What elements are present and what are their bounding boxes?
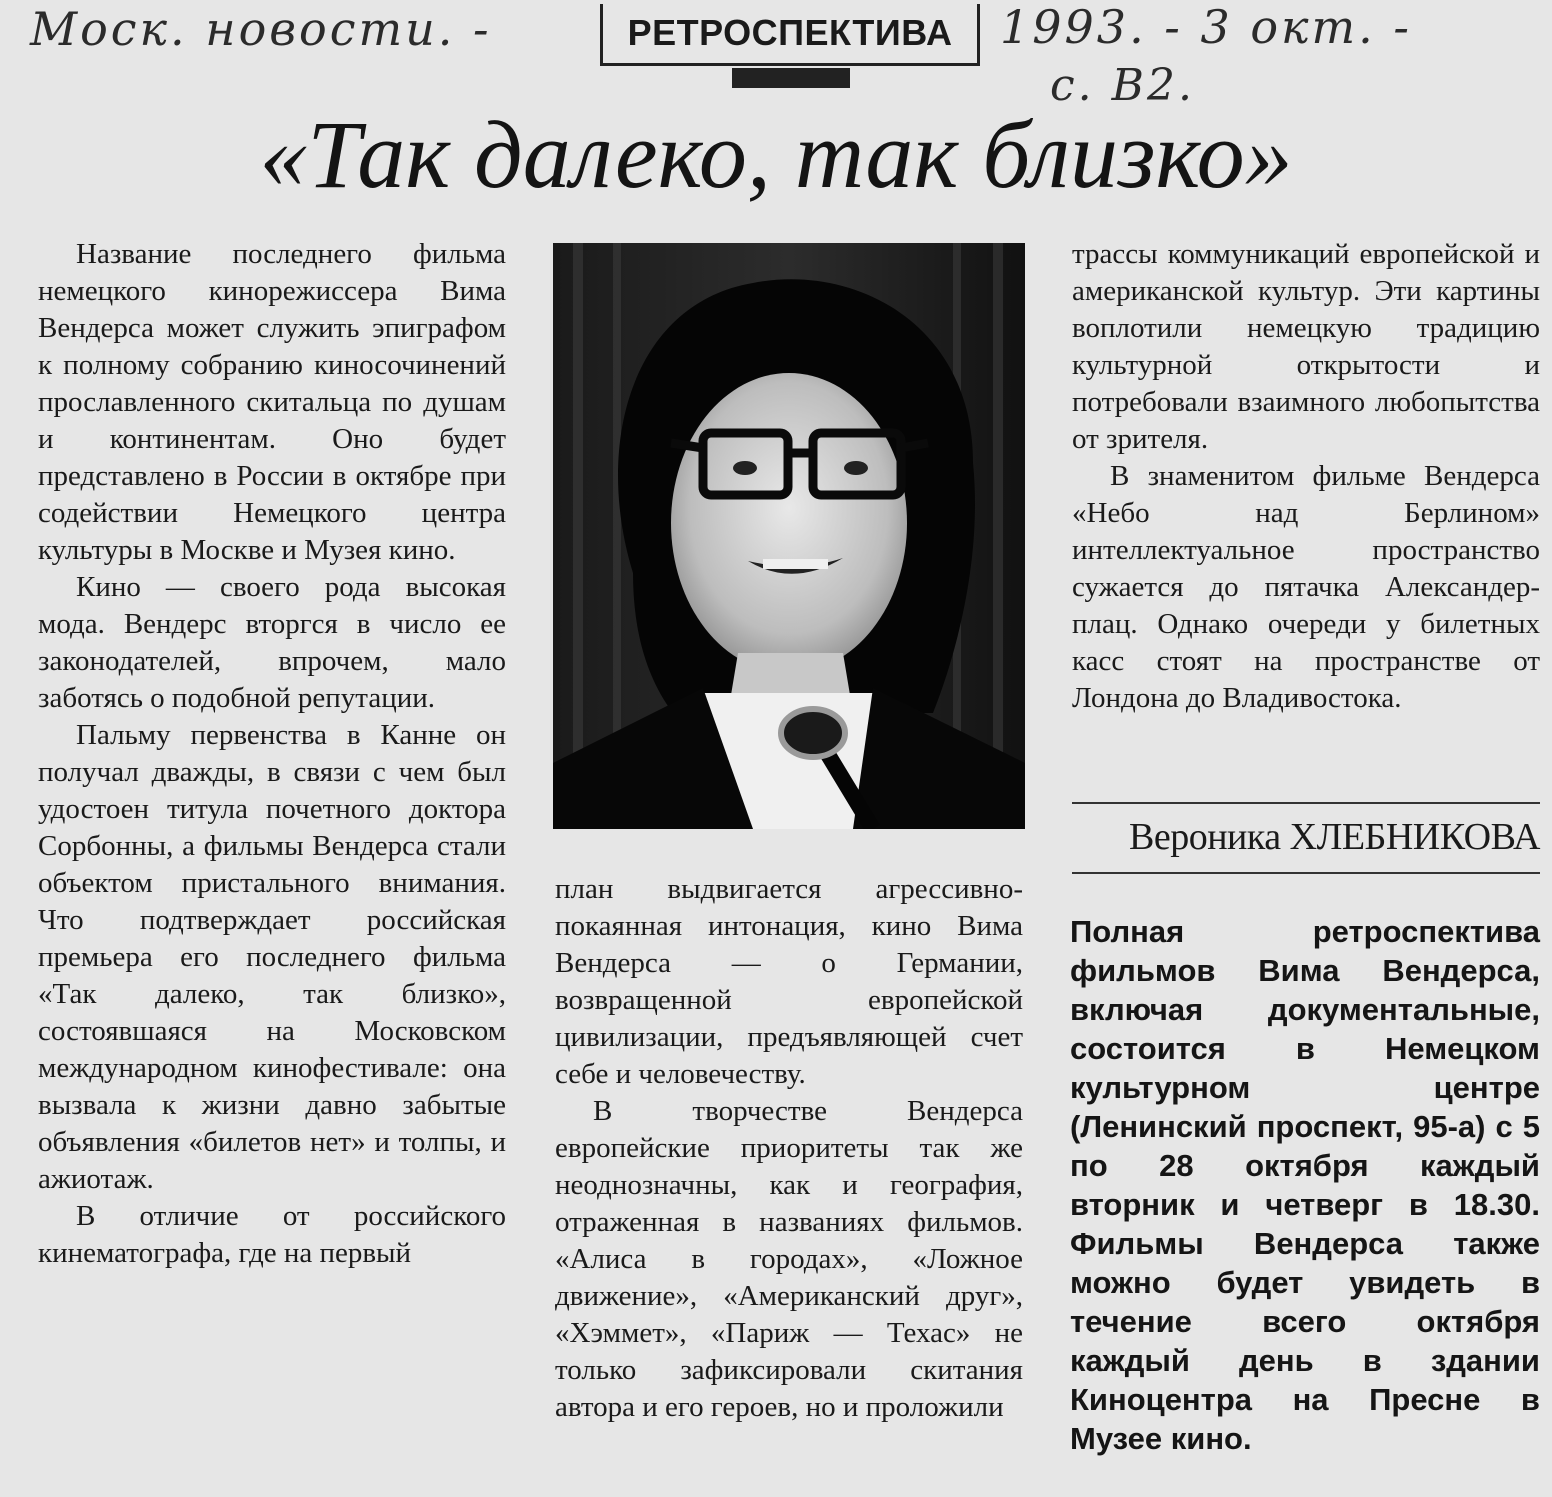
article-column-1: [38, 236, 506, 1272]
paragraph: Название последнего фильма немецкого кинорежиссера Вима Вендерса может служить эпиграфом к полному собранию киносочинений прославленного скитальца по душам и континентам. Оно будет представлено в России в октябре при содействии Немецкого центра культуры в Москве и Музея кино.: [38, 238, 506, 566]
paragraph: В отличие от российского кинематографа, где на первый: [38, 1200, 506, 1269]
paragraph: план выдвигается агрессивно-покаянная интонация, кино Вима Вендерса — о Германии, возвращенной европейской цивилизации, предъявляющей счет себе и человечеству.: [555, 873, 1023, 1090]
headline: «Так далеко, так близко»: [259, 101, 1293, 208]
paragraph: Пальму первенства в Канне он получал дважды, в связи с чем был удостоен титула почетного доктора Сорбонны, а фильмы Вендерса стали объектом пристального внимания. Что подтверждает российская премьера его последнего фильма «Так далеко, так близко», состоявшаяся на Московском международном кинофестивале: она вызвала к жизни давно забытые объявления «билетов нет» и толпы, и ажиотаж.: [38, 719, 506, 1195]
article-column-3: [1072, 236, 1540, 717]
section-rubric: [600, 4, 980, 66]
handwritten-date-note: 1993. - 3 окт. -: [1000, 0, 1412, 54]
announcement-note: Полная ретроспектива фильмов Вима Вендерса, включая документальные, состоится в Немецком культурном центре (Ленинский проспект, 95-а) с 5 по 28 октября каждый вторник и четверг в 18.30. Фильмы Вендерса также можно будет увидеть в течение всего октября каждый день в здании Киноцентра на Пресне в Музее кино.: [1070, 914, 1540, 1456]
paragraph: трассы коммуникаций европейской и американской культур. Эти картины воплотили немецкую традицию культурной открытости и потребовали взаимного любопытства от зрителя.: [1072, 238, 1540, 455]
paragraph: Кино — своего рода высокая мода. Вендерс вторгся в число ее законодателей, впрочем, мало заботясь о подобной репутации.: [38, 571, 506, 714]
paragraph: В творчестве Вендерса европейские приоритеты так же неоднозначны, как и география, отраженная в названиях фильмов. «Алиса в городах», «Ложное движение», «Американский друг», «Хэммет», «Париж — Техас» не только зафиксировали скитания автора и его героев, но и проложили: [555, 1095, 1023, 1423]
article-column-2: [555, 871, 1023, 1426]
paragraph: В знаменитом фильме Вендерса «Небо над Берлином» интеллектуальное пространство сужается до пятачка Александер-плац. Однако очереди у билетных касс стоят на пространстве от Лондона до Владивостока.: [1072, 460, 1540, 714]
portrait-photo: [553, 243, 1025, 829]
rubric-label: РЕТРОСПЕКТИВА: [627, 12, 953, 53]
divider-top: [1072, 802, 1540, 804]
divider-bottom: [1072, 872, 1540, 874]
author-byline: Вероника ХЛЕБНИКОВА: [1128, 816, 1540, 858]
handwritten-page-note: с. В2.: [1050, 60, 1195, 111]
rubric-bar: [732, 68, 850, 88]
handwritten-source-note: Моск. новости. -: [30, 2, 492, 56]
